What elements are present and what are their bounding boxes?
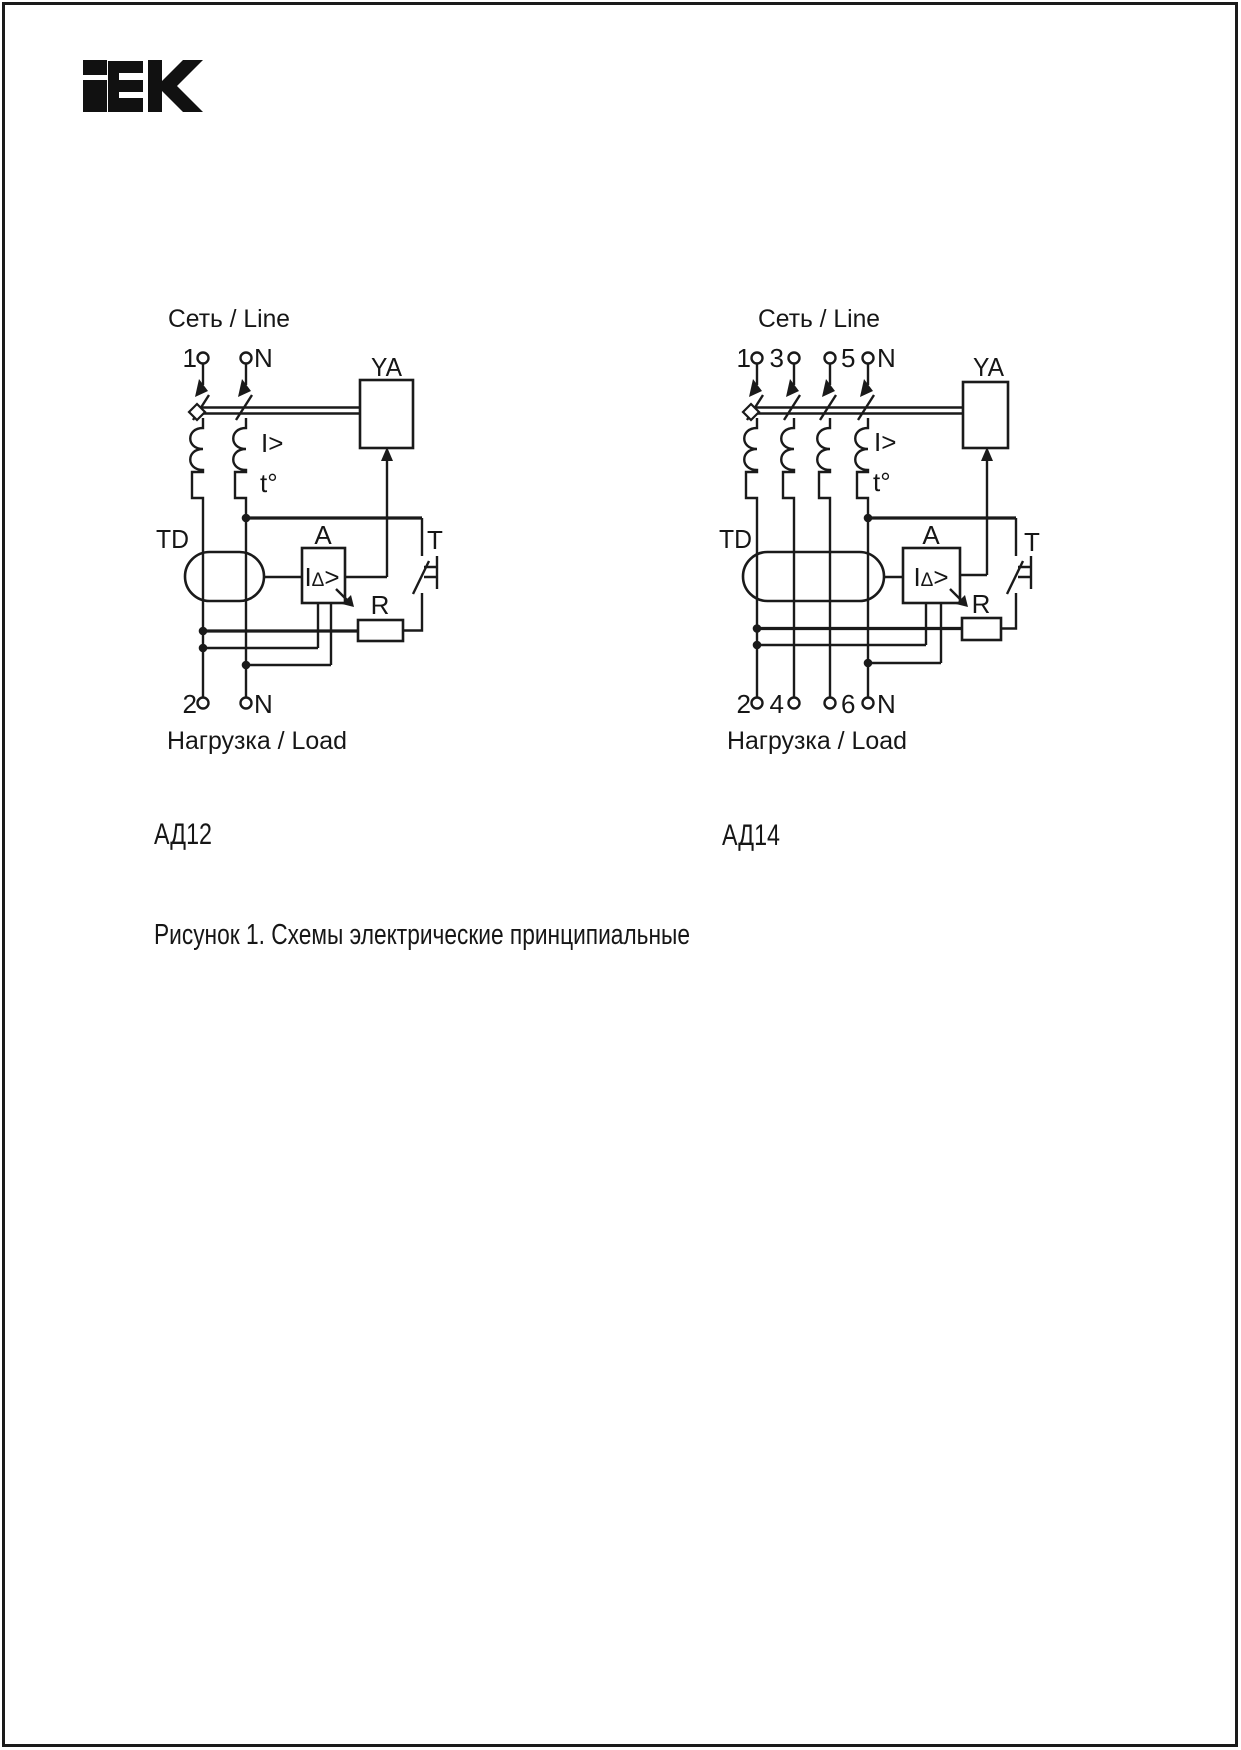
transformer-label: TD bbox=[719, 524, 752, 554]
load-label: Нагрузка / Load bbox=[167, 727, 347, 755]
iek-logo bbox=[83, 60, 203, 112]
solenoid-label: YA bbox=[973, 352, 1005, 382]
overcurrent-label: I> bbox=[874, 427, 897, 457]
terminal-circle bbox=[198, 698, 209, 709]
junction-dot bbox=[199, 627, 208, 636]
terminal-label: 4 bbox=[769, 689, 784, 719]
terminal-label: 5 bbox=[841, 343, 856, 373]
test-resistor-box bbox=[358, 620, 403, 641]
terminal-circle bbox=[789, 353, 800, 364]
junction-dot bbox=[753, 641, 762, 650]
figure-caption: Рисунок 1. Схемы электрические принципиальные bbox=[154, 919, 690, 951]
logo-e-slit bbox=[119, 92, 143, 98]
junction-dot bbox=[199, 644, 208, 653]
toroid-transformer-symbol bbox=[743, 552, 884, 601]
actuator-arrowhead bbox=[822, 379, 835, 397]
test-button-actuator bbox=[424, 556, 437, 589]
amplifier-label: A bbox=[314, 520, 332, 550]
actuator-arrowhead bbox=[786, 379, 799, 397]
terminal-label: 2 bbox=[182, 689, 197, 719]
actuator-arrowhead bbox=[238, 379, 251, 397]
terminal-circle bbox=[752, 353, 763, 364]
trip-solenoid-box bbox=[963, 382, 1008, 448]
resistor-label: R bbox=[971, 589, 991, 619]
test-branch-wire bbox=[403, 593, 422, 631]
junction-dot bbox=[242, 661, 251, 670]
terminal-label: 1 bbox=[736, 343, 751, 373]
overcurrent-label: I> bbox=[261, 428, 284, 458]
terminal-label: N bbox=[877, 689, 896, 719]
terminal-label: 1 bbox=[182, 343, 197, 373]
logo-i-dot bbox=[83, 60, 107, 75]
relay-label-delta: Δ bbox=[920, 570, 934, 591]
test-branch-wire bbox=[1001, 593, 1016, 629]
junction-dot bbox=[242, 514, 251, 523]
relay-label-gt: > bbox=[324, 562, 340, 592]
actuator-arrowhead bbox=[860, 379, 873, 397]
solenoid-label: YA bbox=[371, 352, 403, 382]
actuator-arrowhead bbox=[195, 379, 208, 397]
trip-solenoid-box bbox=[360, 380, 413, 448]
line-label: Сеть / Line bbox=[168, 305, 290, 333]
terminal-label: 6 bbox=[841, 689, 856, 719]
terminal-circle bbox=[863, 698, 874, 709]
terminal-circle bbox=[241, 698, 252, 709]
relay-label-i: I bbox=[304, 562, 312, 592]
resistor-label: R bbox=[370, 590, 390, 620]
terminal-circle bbox=[825, 353, 836, 364]
terminal-circle bbox=[241, 353, 252, 364]
test-resistor-box bbox=[962, 618, 1001, 640]
test-label: T bbox=[427, 525, 443, 555]
diagram-ad14 bbox=[719, 305, 1040, 852]
model-label: АД14 bbox=[722, 819, 780, 852]
transformer-label: TD bbox=[156, 524, 189, 554]
model-label: АД12 bbox=[154, 818, 212, 851]
logo-e-slit bbox=[119, 73, 143, 80]
logo-e-block bbox=[108, 61, 143, 112]
terminal-circle bbox=[198, 353, 209, 364]
test-button-actuator bbox=[1018, 556, 1031, 589]
junction-dot bbox=[864, 514, 873, 523]
terminal-label: 3 bbox=[769, 343, 784, 373]
junction-dot bbox=[864, 659, 873, 668]
thermal-label: t° bbox=[260, 468, 278, 498]
thermal-label: t° bbox=[873, 467, 891, 497]
terminal-circle bbox=[789, 698, 800, 709]
relay-label-delta: Δ bbox=[311, 570, 325, 591]
line-label: Сеть / Line bbox=[758, 305, 880, 333]
terminal-label: N bbox=[254, 689, 273, 719]
terminal-label: 2 bbox=[736, 689, 751, 719]
relay-label-i: I bbox=[913, 562, 921, 592]
logo-i-body bbox=[83, 80, 107, 112]
amplifier-label: A bbox=[922, 520, 940, 550]
load-label: Нагрузка / Load bbox=[727, 727, 907, 755]
terminal-circle bbox=[825, 698, 836, 709]
logo-k bbox=[148, 60, 203, 112]
terminal-label: N bbox=[254, 343, 273, 373]
toroid-transformer-symbol bbox=[185, 552, 264, 601]
terminal-circle bbox=[752, 698, 763, 709]
terminal-label: N bbox=[877, 343, 896, 373]
junction-dot bbox=[753, 624, 762, 633]
diagram-ad12 bbox=[154, 305, 443, 851]
terminal-circle bbox=[863, 353, 874, 364]
relay-label-gt: > bbox=[933, 562, 949, 592]
actuator-arrowhead bbox=[749, 379, 762, 397]
test-label: T bbox=[1024, 527, 1040, 557]
